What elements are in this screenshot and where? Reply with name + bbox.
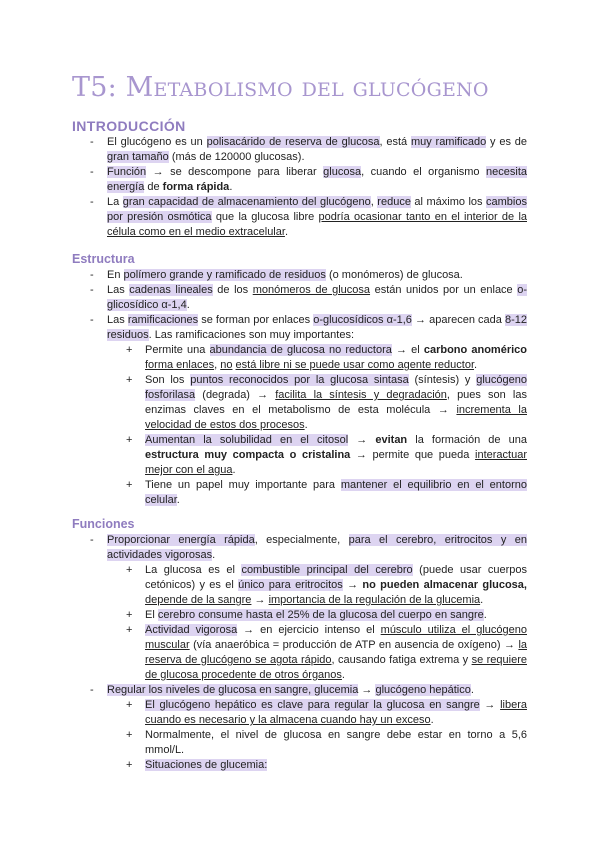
text-run: . xyxy=(480,594,484,606)
highlighted-text: El glucógeno hepático es clave para regular la glucosa en sangre xyxy=(145,699,480,711)
text-run: → el xyxy=(391,344,424,356)
underlined-text: se requiere de glucosa procedente de otros órganos xyxy=(145,654,527,681)
text-run: están unidos por un enlace xyxy=(370,284,518,296)
estructura-subitem: + Tiene un papel muy importante para mantener el equilibrio en el entorno celular. xyxy=(126,479,527,506)
highlighted-text: muy ramificado xyxy=(410,136,487,148)
funciones-subitem: + El cerebro consume hasta el 25% de la glucosa del cuerpo en sangre. xyxy=(126,609,487,621)
text-run: (más de 120000 glucosas). xyxy=(168,151,305,163)
text-run: Las xyxy=(107,314,128,326)
highlighted-text: o-glicosídico α-1,4 xyxy=(107,284,528,311)
funciones-subitem: + Actividad vigorosa → en ejercicio intenso el músculo utiliza el glucógeno muscular (vía anaeróbica = producción de ATP en ausencia de oxígeno) → la reserva de glucógeno se agota rápido, causando fatiga extrema y se requiere de glucosa procedente de otros órganos. xyxy=(126,624,527,681)
funciones-subitem: + Situaciones de glucemia: xyxy=(126,759,268,771)
highlighted-text: o-glucosídicos α-1,6 xyxy=(313,314,412,326)
text-run: → xyxy=(358,684,376,696)
estructura-subitem: + Permite una abundancia de glucosa no reductora → el carbono anomérico forma enlaces, no está libre ni se puede usar como agente reductor. xyxy=(126,344,528,371)
text-run: . xyxy=(212,549,216,561)
intro-list xyxy=(0,135,600,240)
text-run: . xyxy=(186,299,190,311)
text-run: La glucosa es el xyxy=(145,564,242,576)
highlighted-text: cadenas lineales xyxy=(129,284,213,296)
text-run: . xyxy=(474,359,478,371)
underlined-text: libera cuando es necesario y la almacena cuando hay un exceso xyxy=(145,699,527,726)
section-heading-introduccion: INTRODUCCIÓN xyxy=(72,118,186,134)
highlighted-text: puntos reconocidos por la glucosa sintasa xyxy=(190,374,409,386)
text-run: , xyxy=(370,196,378,208)
text-run: . Las ramificaciones son muy importantes: xyxy=(148,329,354,341)
highlighted-text: único para eritrocitos xyxy=(238,579,343,591)
text-run: Tiene un papel muy importante para xyxy=(145,479,341,491)
highlighted-text: para el cerebro, eritrocitos y en actividades vigorosas xyxy=(107,534,527,561)
highlighted-text: Función xyxy=(107,166,147,178)
bold-text: estructura muy compacta o cristalina xyxy=(145,449,351,461)
highlighted-text: mantener el equilibrio en el entorno celular xyxy=(145,479,527,506)
highlighted-text: reduce xyxy=(377,196,411,208)
funciones-subitem: + La glucosa es el combustible principal del cerebro (puede usar cuerpos cetónicos) y es el único para eritrocitos → no pueden almacenar glucosa, depende de la sangre → importancia de la regulación de la glucemia. xyxy=(126,564,528,606)
text-run: (síntesis) y xyxy=(408,374,477,386)
text-run: al máximo los xyxy=(410,196,487,208)
funciones-item: - Proporcionar energía rápida, especialmente, para el cerebro, eritrocitos y en actividades vigorosas. xyxy=(90,534,527,561)
underlined-text: la reserva de glucógeno se agota rápido xyxy=(145,639,527,666)
estructura-item: - En polímero grande y ramificado de residuos (o monómeros) de glucosa. xyxy=(90,269,463,281)
highlighted-text: abundancia de glucosa no reductora xyxy=(209,344,392,356)
text-run: . xyxy=(304,419,308,431)
highlighted-text: combustible principal del cerebro xyxy=(241,564,413,576)
text-run: Son los xyxy=(145,374,191,386)
estructura-subitem: + Aumentan la solubilidad en el citosol → evitan la formación de una estructura muy compacta o cristalina → permite que pueda interactuar mejor con el agua. xyxy=(126,434,527,476)
funciones-subitem: + Normalmente, el nivel de glucosa en sangre debe estar en torno a 5,6 mmol/L. xyxy=(126,729,527,756)
text-run: . xyxy=(229,181,233,193)
text-run: . xyxy=(483,609,487,621)
highlighted-text: Situaciones de glucemia: xyxy=(145,759,268,771)
text-run: se forman por enlaces xyxy=(198,314,314,326)
highlighted-text: polisacárido de reserva de glucosa xyxy=(206,136,380,148)
highlighted-text: gran tamaño xyxy=(107,151,169,163)
highlighted-text: Actividad vigorosa xyxy=(145,624,238,636)
text-run: de los xyxy=(212,284,253,296)
highlighted-text: cambios por presión osmótica xyxy=(107,196,527,223)
text-run: que la glucosa libre xyxy=(211,211,319,223)
highlighted-text: 8-12 residuos xyxy=(107,314,528,341)
highlighted-text: ramificaciones xyxy=(127,314,199,326)
text-run: El glucógeno es un xyxy=(107,136,207,148)
highlighted-text: polímero grande y ramificado de residuos xyxy=(123,269,326,281)
text-run: . xyxy=(430,714,434,726)
funciones-item: - Regular los niveles de glucosa en sangre, glucemia → glucógeno hepático. xyxy=(90,684,474,696)
bold-text: evitan xyxy=(375,434,408,446)
section-heading-estructura: Estructura xyxy=(72,252,135,266)
bold-text: forma rápida xyxy=(162,181,230,193)
text-run: de xyxy=(144,181,163,193)
text-run: → se descompone para liberar xyxy=(146,166,324,178)
text-run: → xyxy=(342,579,363,591)
highlighted-text: glucógeno fosforilasa xyxy=(145,374,527,401)
text-run: → xyxy=(251,594,269,606)
estructura-list xyxy=(0,268,600,508)
text-run: → xyxy=(479,699,501,711)
underlined-text: interactuar mejor con el agua xyxy=(145,449,527,476)
text-run: Las xyxy=(107,284,130,296)
text-run: . xyxy=(470,684,474,696)
estructura-subitem: + Son los puntos reconocidos por la glucosa sintasa (síntesis) y glucógeno fosforilasa (degrada) → facilita la síntesis y degradación, pues son las enzimas claves en el metabolismo de esta molécula → incrementa la velocidad de estos dos procesos. xyxy=(126,374,527,431)
text-run: → en ejercicio intenso el xyxy=(237,624,381,636)
text-run: . xyxy=(176,494,180,506)
text-run: , especialmente, xyxy=(254,534,349,546)
highlighted-text: glucosa xyxy=(323,166,362,178)
text-run: . xyxy=(284,226,288,238)
text-run: . xyxy=(232,464,236,476)
text-run: Normalmente, el nivel de glucosa en sangre debe estar en torno a 5,6 mmol/L. xyxy=(145,729,527,756)
intro-item: - El glucógeno es un polisacárido de reserva de glucosa, está muy ramificado y es de gran tamaño (más de 120000 glucosas). xyxy=(90,136,527,163)
underlined-text: depende de la sangre xyxy=(145,594,252,606)
page-title: T5: Metabolismo del glucógeno xyxy=(72,72,489,103)
underlined-text: incrementa la velocidad de estos dos procesos xyxy=(145,404,527,431)
highlighted-text: gran capacidad de almacenamiento del glucógeno xyxy=(122,196,371,208)
underlined-text: facilita la síntesis y degradación xyxy=(275,389,447,401)
text-run: → aparecen cada xyxy=(411,314,505,326)
underlined-text: forma enlaces xyxy=(145,359,215,371)
text-run: la formación de una xyxy=(407,434,527,446)
highlighted-text: necesita energía xyxy=(107,166,527,193)
intro-item: - Función → se descompone para liberar glucosa, cuando el organismo necesita energía de forma rápida. xyxy=(90,166,527,193)
estructura-item: - Las ramificaciones se forman por enlaces o-glucosídicos α-1,6 → aparecen cada 8-12 residuos. Las ramificaciones son muy importantes: xyxy=(90,314,528,341)
text-run: → xyxy=(348,434,376,446)
estructura-item: - Las cadenas lineales de los monómeros de glucosa están unidos por un enlace o-glicosídico α-1,4. xyxy=(90,284,528,311)
text-run: , está xyxy=(379,136,411,148)
highlighted-text: Regular los niveles de glucosa en sangre, glucemia xyxy=(107,684,359,696)
funciones-subitem: + El glucógeno hepático es clave para regular la glucosa en sangre → libera cuando es necesario y la almacena cuando hay un exceso. xyxy=(126,699,527,726)
text-run: (puede usar cuerpos cetónicos) y es el xyxy=(145,564,528,591)
highlighted-text: Aumentan la solubilidad en el citosol xyxy=(145,434,349,446)
section-heading-funciones: Funciones xyxy=(72,517,135,531)
text-run: El xyxy=(145,609,158,621)
bold-text: carbono anomérico xyxy=(423,344,528,356)
text-run: La xyxy=(107,196,123,208)
text-run: , xyxy=(214,359,221,371)
underlined-text: músculo utiliza el glucógeno muscular xyxy=(145,624,527,651)
text-run: (o monómeros) de glucosa. xyxy=(325,269,463,281)
text-run: , causando fatiga extrema y xyxy=(331,654,472,666)
intro-item: - La gran capacidad de almacenamiento del glucógeno, reduce al máximo los cambios por presión osmótica que la glucosa libre podría ocasionar tanto en el interior de la célula como en el medio extracelular. xyxy=(90,196,527,238)
text-run: → permite que pueda xyxy=(350,449,476,461)
text-run: , pues son las enzimas claves en el metabolismo de esta molécula → xyxy=(145,389,527,416)
bold-text: no pueden almacenar glucosa, xyxy=(362,579,527,591)
underlined-text: está libre ni se puede usar como agente reductor xyxy=(235,359,475,371)
text-run: . xyxy=(341,669,345,681)
highlighted-text: cerebro consume hasta el 25% de la glucosa del cuerpo en sangre xyxy=(157,609,484,621)
text-run: En xyxy=(107,269,124,281)
underlined-text: importancia de la regulación de la glucemia xyxy=(268,594,481,606)
highlighted-text: Proporcionar energía rápida xyxy=(107,534,255,546)
underlined-text: podría ocasionar tanto en el interior de la célula como en el medio extracelular xyxy=(107,211,527,238)
underlined-text: monómeros de glucosa xyxy=(252,284,371,296)
text-run: , cuando el organismo xyxy=(361,166,487,178)
underlined-text: no xyxy=(220,359,233,371)
highlighted-text: glucógeno hepático xyxy=(375,684,471,696)
text-run: (degrada) → xyxy=(195,389,276,401)
funciones-list xyxy=(0,533,600,773)
text-run: y es de xyxy=(486,136,527,148)
text-run: Permite una xyxy=(145,344,210,356)
text-run: (vía anaeróbica = producción de ATP en ausencia de oxígeno) → xyxy=(189,639,519,651)
